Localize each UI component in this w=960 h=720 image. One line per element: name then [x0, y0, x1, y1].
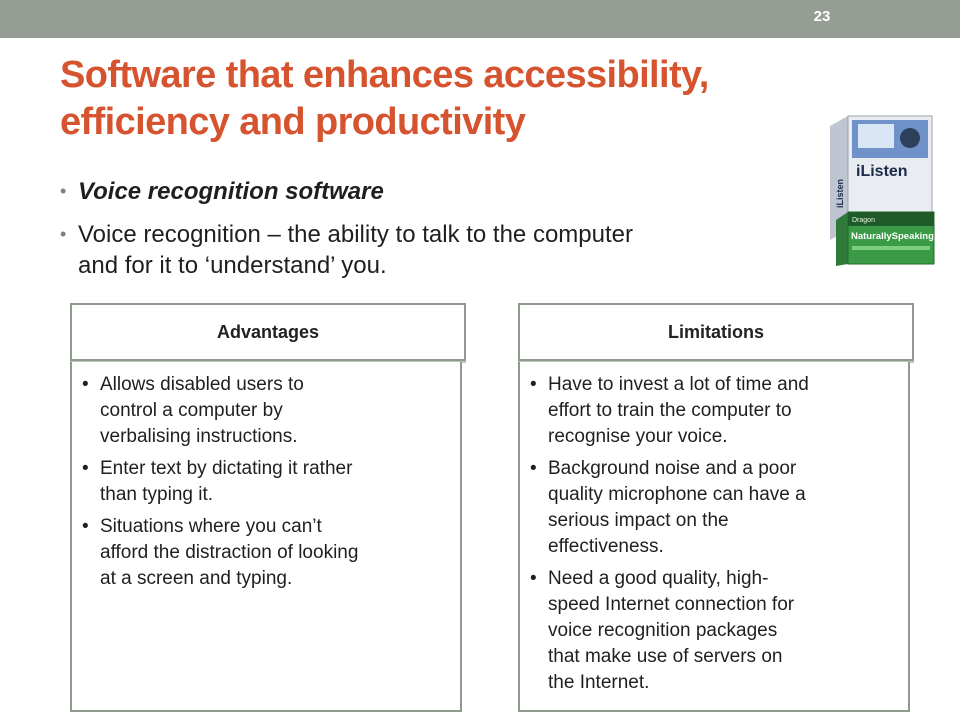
box2-product-text: NaturallySpeaking [851, 231, 934, 242]
advantage-line: at a screen and typing. [100, 568, 293, 589]
bullet-text: and for it to ‘understand’ you. [78, 252, 387, 279]
advantage-line: • Allows disabled users to [100, 374, 304, 395]
advantage-line: • Enter text by dictating it rather [100, 458, 353, 479]
limitation-item [528, 372, 900, 450]
limitations-header-label: Limitations [667, 321, 764, 342]
advantages-list [80, 372, 452, 592]
limitations-list [528, 372, 900, 696]
intro-bullets [60, 176, 820, 281]
box2-brand-text: Dragon [852, 217, 875, 224]
limitation-line: that make use of servers on [548, 646, 783, 667]
limitation-line: the Internet. [548, 672, 650, 693]
box-brand-text: iListen [856, 163, 908, 180]
limitation-line: speed Internet connection for [548, 594, 795, 615]
software-box-image [826, 108, 936, 266]
advantage-line: afford the distraction of looking [100, 542, 359, 563]
box-side-text: iListen [835, 178, 845, 208]
advantages-header [70, 303, 466, 361]
limitation-line: • Background noise and a poor [548, 458, 797, 479]
advantage-line: than typing it. [100, 484, 214, 505]
limitations-body [518, 362, 910, 712]
limitation-line: recognise your voice. [548, 426, 728, 447]
limitations-header [518, 303, 914, 361]
limitation-line: quality microphone can have a [548, 484, 806, 505]
box2-stripe [852, 246, 930, 250]
title-line: efficiency and productivity [60, 101, 526, 143]
bullet-dot-icon: • [60, 224, 67, 244]
limitation-item [528, 566, 900, 696]
advantage-item [80, 456, 452, 508]
advantage-line: verbalising instructions. [100, 426, 298, 447]
limitation-line: • Have to invest a lot of time and [548, 374, 809, 395]
advantage-item [80, 514, 452, 592]
bullet-text: Voice recognition software [78, 178, 384, 205]
limitation-line: effort to train the computer to [548, 400, 792, 421]
bullet-dot-icon: • [60, 181, 67, 201]
box-headset-art [900, 128, 920, 148]
limitation-line: voice recognition packages [548, 620, 778, 641]
limitation-line: serious impact on the [548, 510, 729, 531]
advantage-line: control a computer by [100, 400, 283, 421]
advantage-item [80, 372, 452, 450]
box-screen-window [858, 124, 894, 148]
limitation-line: effectiveness. [548, 536, 664, 557]
advantages-body [70, 362, 462, 712]
box2-side [836, 212, 848, 266]
limitation-item [528, 456, 900, 560]
advantage-line: • Situations where you can’t [100, 516, 322, 537]
title-line: Software that enhances accessibility, [60, 54, 709, 96]
advantages-header-label: Advantages [216, 321, 320, 342]
bullet-item [60, 219, 820, 281]
slide-title [60, 52, 860, 146]
bullet-item [60, 176, 820, 207]
bullet-text: Voice recognition – the ability to talk to the computer [78, 221, 633, 248]
limitation-line: • Need a good quality, high- [548, 568, 769, 589]
top-bar [0, 0, 960, 38]
slide-number: 23 [813, 8, 831, 25]
